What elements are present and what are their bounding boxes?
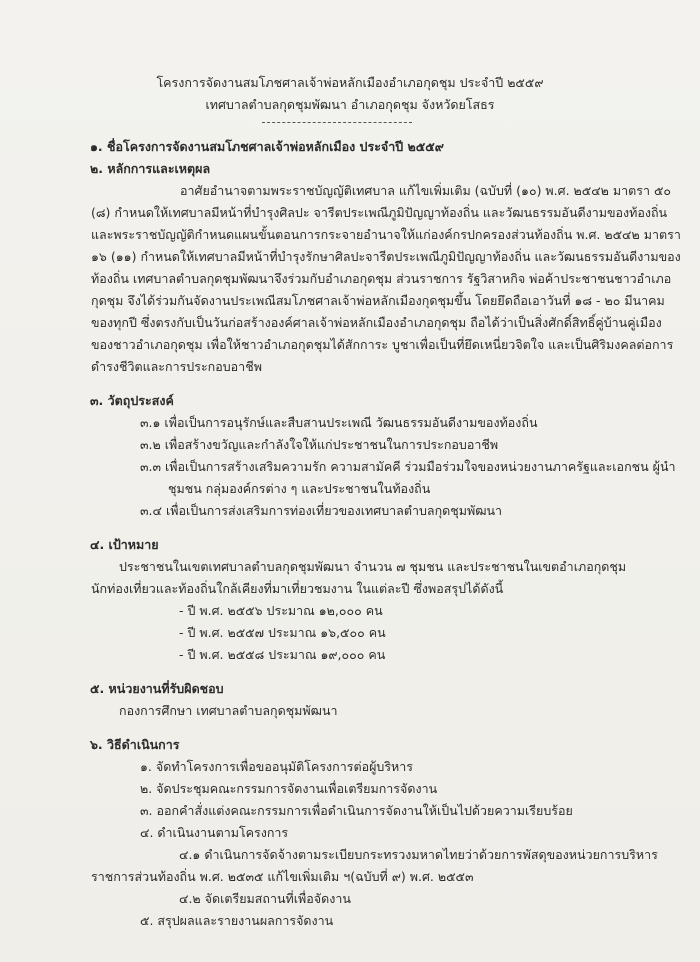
section-6-heading: ๖. วิธีดำเนินการ <box>90 737 180 752</box>
paragraph-line: ของทุกปี ซึ่งตรงกับเป็นวันก่อสร้างองค์ศาลเจ้าพ่อหลักเมืองอำเภอกุดชุม ถือได้ว่าเป็นสิ่งศักดิ์สิทธิ์คู่บ้านคู่เมือง <box>91 315 662 330</box>
list-subitem-continuation: ราชการส่วนท้องถิ่น พ.ศ. ๒๕๓๕ แก้ไขเพิ่มเติม ฯ(ฉบับที่ ๙) พ.ศ. ๒๕๕๓ <box>91 869 474 884</box>
paragraph-line: กองการศึกษา เทศบาลตำบลกุดชุมพัฒนา <box>119 703 338 718</box>
stat-item: - ปี พ.ศ. ๒๕๕๗ ประมาณ ๑๖,๕๐๐ คน <box>179 625 386 640</box>
paragraph-line: นักท่องเที่ยวและท้องถิ่นใกล้เคียงที่มาเที่ยวชมงาน ในแต่ละปี ซึ่งพอสรุปได้ดังนี้ <box>91 581 504 596</box>
stat-item: - ปี พ.ศ. ๒๕๕๘ ประมาณ ๑๙,๐๐๐ คน <box>179 647 386 662</box>
paragraph-line: และพระราชบัญญัติกำหนดแผนขั้นตอนการกระจายอำนาจให้แก่องค์กรปกครองส่วนท้องถิ่น พ.ศ. ๒๕๔๒ มาตรา <box>91 227 681 242</box>
list-item: ๔. ดำเนินงานตามโครงการ <box>140 825 289 840</box>
paragraph-line: ประชาชนในเขตเทศบาลตำบลกุดชุมพัฒนา จำนวน ๗ ชุมชน และประชาชนในเขตอำเภอกุดชุม <box>119 559 627 574</box>
list-item: ๕. สรุปผลและรายงานผลการจัดงาน <box>140 913 334 928</box>
list-item: ๒. จัดประชุมคณะกรรมการจัดงานเพื่อเตรียมการจัดงาน <box>140 781 438 796</box>
section-1-heading: ๑. ชื่อโครงการจัดงานสมโภชศาลเจ้าพ่อหลักเมือง ประจำปี ๒๕๕๙ <box>90 139 444 154</box>
list-subitem: ๔.๒ จัดเตรียมสถานที่เพื่อจัดงาน <box>179 891 351 906</box>
list-item: ๓.๓ เพื่อเป็นการสร้างเสริมความรัก ความสามัคคี ร่วมมือร่วมใจของหน่วยงานภาครัฐและเอกชน ผู้นำ <box>140 459 676 474</box>
paragraph-line: กุดชุม จึงได้ร่วมกันจัดงานประเพณีสมโภชศาลเจ้าพ่อหลักเมืองกุดชุมขึ้น โดยยึดถือเอาวันที่ ๑๘ - ๒๐ มีนาคม <box>91 293 665 308</box>
list-item: ๓. ออกคำสั่งแต่งคณะกรรมการเพื่อดำเนินการจัดงานให้เป็นไปด้วยความเรียบร้อย <box>140 803 573 818</box>
paragraph-line: ดำรงชีวิตและการประกอบอาชีพ <box>91 359 262 374</box>
section-5-heading: ๕. หน่วยงานที่รับผิดชอบ <box>90 681 224 696</box>
section-3-heading: ๓. วัตถุประสงค์ <box>90 393 174 408</box>
list-item: ๑. จัดทำโครงการเพื่อขออนุมัติโครงการต่อผู้บริหาร <box>140 759 414 774</box>
list-item: ๓.๒ เพื่อสร้างขวัญและกำลังใจให้แก่ประชาชนในการประกอบอาชีพ <box>140 437 499 452</box>
title-divider <box>262 122 412 123</box>
section-2-heading: ๒. หลักการและเหตุผล <box>90 161 211 176</box>
paragraph-line: (๘) กำหนดให้เทศบาลมีหน้าที่บำรุงศิลปะ จารีตประเพณีภูมิปัญญาท้องถิ่น และวัฒนธรรมอันดีงามของท้องถิ่น <box>91 205 668 220</box>
paragraph-line: ของชาวอำเภอกุดชุม เพื่อให้ชาวอำเภอกุดชุมได้สักการะ บูชาเพื่อเป็นที่ยึดเหนี่ยวจิตใจ และเป็นศิริมงคลต่อการ <box>91 337 674 352</box>
section-4-heading: ๔. เป้าหมาย <box>90 537 159 552</box>
document-title: โครงการจัดงานสมโภชศาลเจ้าพ่อหลักเมืองอำเภอกุดชุม ประจำปี ๒๕๕๙ <box>156 75 544 90</box>
stat-item: - ปี พ.ศ. ๒๕๕๖ ประมาณ ๑๒,๐๐๐ คน <box>179 603 383 618</box>
list-item: ๓.๔ เพื่อเป็นการส่งเสริมการท่องเที่ยวของเทศบาลตำบลกุดชุมพัฒนา <box>140 503 503 518</box>
paragraph-line: ท้องถิ่น เทศบาลตำบลกุดชุมพัฒนาจึงร่วมกับอำเภอกุดชุม ส่วนราชการ รัฐวิสาหกิจ พ่อค้าประชาชนชาวอำเภอ <box>91 271 672 286</box>
list-subitem: ๔.๑ ดำเนินการจัดจ้างตามระเบียบกระทรวงมหาดไทยว่าด้วยการพัสดุของหน่วยการบริหาร <box>179 847 658 862</box>
list-item: ๓.๑ เพื่อเป็นการอนุรักษ์และสืบสานประเพณี วัฒนธรรมอันดีงามของท้องถิ่น <box>140 415 538 430</box>
list-item-continuation: ชุมชน กลุ่มองค์กรต่าง ๆ และประชาชนในท้องถิ่น <box>168 481 431 496</box>
paragraph-line: อาศัยอำนาจตามพระราชบัญญัติเทศบาล แก้ไขเพิ่มเติม (ฉบับที่ (๑๐) พ.ศ. ๒๕๔๒ มาตรา ๕๐ <box>180 183 672 198</box>
document-subtitle: เทศบาลตำบลกุดชุมพัฒนา อำเภอกุดชุม จังหวัดยโสธร <box>205 97 495 112</box>
paragraph-line: ๑๖ (๑๑) กำหนดให้เทศบาลมีหน้าที่บำรุงรักษาศิลปะจารีตประเพณีภูมิปัญญาท้องถิ่น และวัฒนธรรมอันดีงามของ <box>91 249 681 264</box>
